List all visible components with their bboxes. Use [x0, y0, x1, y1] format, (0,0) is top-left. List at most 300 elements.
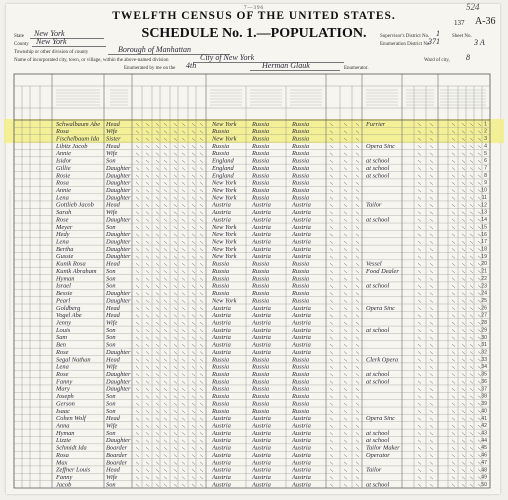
ledger-mark: [470, 175, 473, 178]
ledger-cell: Austria: [292, 474, 311, 482]
ledger-cell: Austria: [252, 437, 271, 445]
ledger-mark: [344, 168, 347, 171]
ledger-cell: Austria: [292, 437, 311, 445]
ledger-mark: [156, 300, 159, 303]
ledger-cell: Joseph: [56, 393, 74, 401]
ledger-mark: [452, 204, 455, 207]
ledger-mark: [174, 175, 177, 178]
ledger-mark: [156, 160, 159, 163]
ledger-mark: [200, 278, 203, 281]
ledger-mark: [470, 204, 473, 207]
ledger-mark: [156, 322, 159, 325]
ledger-cell: Gottlieb Jacob: [56, 201, 94, 209]
ledger-cell: Wife: [106, 474, 118, 482]
ledger-cell: Russia: [292, 371, 310, 378]
ledger-mark: [462, 374, 465, 377]
ledger-mark: [164, 278, 167, 281]
ledger-mark: [192, 425, 195, 428]
ledger-cell: Austria: [252, 201, 271, 209]
ledger-cell: Hyman: [56, 429, 75, 437]
ledger-cell: Austria: [292, 319, 311, 327]
ledger-mark: [136, 248, 139, 251]
ledger-mark: [164, 425, 167, 428]
ledger-mark: [174, 337, 177, 340]
ledger-mark: [430, 248, 433, 251]
ledger-mark: [418, 182, 421, 185]
ledger-cell: Isidor: [56, 157, 72, 165]
ledger-mark: [452, 396, 455, 399]
ledger-cell: Gerson: [56, 400, 75, 408]
ledger-mark: [164, 374, 167, 377]
ledger-mark: [344, 477, 347, 480]
ledger-cell: Russia: [252, 275, 270, 283]
ledger-mark: [470, 197, 473, 200]
ledger-mark: [146, 403, 149, 406]
ledger-cell: Austria: [292, 238, 311, 246]
ledger-mark: [470, 271, 473, 274]
ledger-mark: [356, 447, 359, 450]
ledger-mark: [462, 352, 465, 355]
ledger-mark: [174, 278, 177, 281]
ledger-mark: [146, 197, 149, 200]
ledger-cell: Russia: [212, 407, 230, 415]
ledger-mark: [452, 293, 455, 296]
ledger-mark: [430, 418, 433, 421]
ledger-mark: [156, 447, 159, 450]
ledger-mark: [164, 160, 167, 163]
enumerator-label: Enumerator.: [344, 66, 369, 71]
ledger-mark: [182, 432, 185, 435]
ledger-mark: [200, 293, 203, 296]
ledger-cell: Daughter: [106, 385, 131, 393]
ledger-mark: [470, 300, 473, 303]
ledger-mark: [164, 455, 167, 458]
ledger-mark: [174, 477, 177, 480]
ledger-cell: Daughter: [106, 253, 131, 261]
ledger-mark: [156, 168, 159, 171]
ledger-mark: [174, 212, 177, 215]
ledger-mark: [452, 469, 455, 472]
ledger-mark: [418, 329, 421, 332]
ledger-mark: [146, 469, 149, 472]
ledger-cell: Austria: [292, 312, 311, 320]
ledger-mark: [430, 322, 433, 325]
ledger-mark: [192, 263, 195, 266]
ledger-cell: Mary: [56, 385, 70, 393]
ledger-mark: [470, 278, 473, 281]
ledger-cell: Annie: [56, 150, 71, 158]
ledger-cell: Daughter: [106, 172, 131, 180]
ledger-mark: [164, 462, 167, 465]
ledger-mark: [356, 175, 359, 178]
ledger-mark: [164, 204, 167, 207]
ledger-cell: Russia: [292, 290, 310, 298]
ledger-mark: [136, 462, 139, 465]
ledger-mark: [452, 285, 455, 288]
ledger-cell: Russia: [292, 356, 310, 364]
ledger-mark: [136, 322, 139, 325]
ledger-mark: [430, 374, 433, 377]
ledger-mark: [356, 477, 359, 480]
ledger-mark: [330, 168, 333, 171]
ledger-cell: Austria: [252, 341, 271, 349]
ledger-cell: Zeffner Louis: [56, 466, 91, 474]
ledger-mark: [200, 462, 203, 465]
ledger-mark: [330, 469, 333, 472]
ledger-mark: [156, 226, 159, 229]
ledger-mark: [192, 418, 195, 421]
ledger-mark: [470, 219, 473, 222]
ledger-mark: [356, 462, 359, 465]
ledger-mark: [182, 410, 185, 413]
ledger-mark: [452, 190, 455, 193]
ledger-mark: [462, 410, 465, 413]
ledger-mark: [164, 219, 167, 222]
ledger-mark: [418, 322, 421, 325]
ledger-mark: [182, 477, 185, 480]
enumerated-value: 4th: [186, 61, 197, 70]
ledger-cell: England: [212, 157, 234, 165]
ledger-cell: Clerk Opera: [366, 356, 399, 364]
ledger-mark: [470, 256, 473, 259]
row-number: 43: [481, 430, 487, 437]
ledger-mark: [146, 160, 149, 163]
ledger-cell: Austria: [252, 312, 271, 320]
ledger-mark: [146, 410, 149, 413]
ledger-mark: [330, 410, 333, 413]
ledger-mark: [182, 374, 185, 377]
ledger-mark: [452, 241, 455, 244]
ledger-mark: [156, 374, 159, 377]
ledger-mark: [452, 352, 455, 355]
ledger-mark: [462, 241, 465, 244]
ledger-mark: [430, 160, 433, 163]
ledger-mark: [470, 396, 473, 399]
ledger-mark: [146, 484, 149, 487]
ledger-mark: [192, 322, 195, 325]
ward-value: 8: [466, 53, 470, 62]
ledger-mark: [200, 241, 203, 244]
ledger-mark: [192, 329, 195, 332]
ledger-mark: [430, 337, 433, 340]
ledger-cell: Austria: [212, 459, 231, 467]
ledger-mark: [330, 256, 333, 259]
ledger-cell: Daughter: [106, 179, 131, 187]
ledger-mark: [462, 425, 465, 428]
ledger-mark: [136, 160, 139, 163]
ledger-cell: Austria: [252, 429, 271, 437]
ledger-mark: [182, 212, 185, 215]
ledger-mark: [156, 344, 159, 347]
ledger-cell: Austria: [292, 348, 311, 356]
ledger-cell: Son: [106, 223, 116, 231]
ledger-cell: Boarder: [106, 444, 128, 452]
ledger-mark: [330, 293, 333, 296]
ledger-cell: Russia: [292, 187, 310, 194]
ledger-mark: [418, 381, 421, 384]
ledger-mark: [344, 329, 347, 332]
ledger-mark: [470, 440, 473, 443]
ledger-mark: [174, 145, 177, 148]
ledger-mark: [136, 168, 139, 171]
ledger-mark: [200, 256, 203, 259]
ledger-cell: Daughter: [106, 238, 131, 246]
ledger-mark: [470, 241, 473, 244]
ledger-mark: [330, 226, 333, 229]
ledger-mark: [356, 182, 359, 185]
ledger-mark: [330, 182, 333, 185]
row-number: 40: [481, 408, 487, 415]
ledger-cell: Daughter: [106, 245, 131, 253]
ledger-mark: [164, 396, 167, 399]
ledger-mark: [462, 403, 465, 406]
ledger-mark: [136, 190, 139, 193]
ledger-cell: Head: [106, 142, 120, 150]
ledger-mark: [192, 153, 195, 156]
ledger-cell: Russia: [292, 150, 310, 158]
ledger-mark: [430, 410, 433, 413]
ledger-mark: [192, 396, 195, 399]
ledger-mark: [344, 388, 347, 391]
ledger-mark: [344, 300, 347, 303]
ledger-mark: [452, 168, 455, 171]
ledger-cell: Food Dealer: [366, 267, 399, 275]
ledger-mark: [418, 418, 421, 421]
ledger-mark: [344, 315, 347, 318]
ledger-cell: England: [212, 172, 234, 180]
row-number: 13: [481, 209, 487, 216]
ledger-mark: [192, 410, 195, 413]
ledger-cell: Daughter: [106, 437, 131, 445]
ledger-mark: [146, 168, 149, 171]
row-number: 8: [484, 172, 487, 179]
ledger-mark: [200, 300, 203, 303]
ledger-mark: [418, 315, 421, 318]
ledger-mark: [200, 403, 203, 406]
ledger-mark: [430, 285, 433, 288]
ledger-cell: Russia: [292, 142, 310, 150]
ledger-mark: [164, 359, 167, 362]
ledger-mark: [174, 374, 177, 377]
ledger-mark: [470, 388, 473, 391]
ledger-mark: [174, 359, 177, 362]
row-number: 24: [481, 290, 487, 297]
ledger-mark: [418, 447, 421, 450]
ledger-cell: Russia: [252, 371, 270, 378]
ledger-mark: [182, 197, 185, 200]
ledger-mark: [462, 219, 465, 222]
ledger-cell: New York: [212, 231, 237, 239]
ledger-mark: [344, 278, 347, 281]
ledger-mark: [146, 175, 149, 178]
ledger-mark: [452, 418, 455, 421]
ledger-mark: [356, 256, 359, 259]
ledger-cell: Austria: [252, 444, 271, 452]
ledger-cell: Austria: [292, 466, 311, 474]
ledger-mark: [356, 160, 359, 163]
ledger-mark: [174, 388, 177, 391]
ledger-mark: [344, 204, 347, 207]
ledger-mark: [430, 477, 433, 480]
ledger-mark: [164, 175, 167, 178]
ledger-mark: [330, 271, 333, 274]
ledger-mark: [192, 219, 195, 222]
row-number: 46: [481, 452, 487, 459]
ledger-mark: [356, 315, 359, 318]
row-number: 31: [481, 342, 487, 349]
ledger-mark: [344, 396, 347, 399]
row-number: 50: [481, 482, 487, 488]
ledger-cell: Wife: [106, 422, 118, 430]
ledger-cell: Austria: [252, 304, 271, 312]
ledger-mark: [174, 285, 177, 288]
ledger-mark: [418, 477, 421, 480]
ledger-cell: Austria: [212, 334, 231, 342]
ledger-mark: [462, 285, 465, 288]
ledger-cell: Furrier: [366, 120, 386, 128]
county-label: County: [14, 42, 29, 47]
row-number: 2: [484, 128, 487, 135]
ledger-mark: [182, 241, 185, 244]
ledger-mark: [356, 469, 359, 472]
ledger-mark: [146, 241, 149, 244]
ledger-cell: Russia: [292, 120, 310, 128]
ledger-mark: [182, 337, 185, 340]
ledger-mark: [156, 337, 159, 340]
ledger-mark: [430, 359, 433, 362]
ledger-mark: [344, 285, 347, 288]
ledger-mark: [418, 425, 421, 428]
ledger-mark: [174, 168, 177, 171]
ledger-mark: [200, 248, 203, 251]
ledger-mark: [344, 212, 347, 215]
ledger-cell: Schwalbaum Abe: [56, 120, 101, 128]
ledger-cell: Pearl: [56, 297, 71, 305]
ledger-mark: [478, 153, 481, 156]
ledger-mark: [330, 381, 333, 384]
ledger-cell: Russia: [212, 150, 230, 158]
ledger-mark: [462, 432, 465, 435]
ledger-mark: [192, 455, 195, 458]
ledger-mark: [356, 366, 359, 369]
ledger-cell: Russia: [252, 164, 270, 172]
ledger-mark: [418, 226, 421, 229]
ledger-mark: [200, 447, 203, 450]
ledger-mark: [430, 212, 433, 215]
ledger-mark: [462, 396, 465, 399]
ledger-cell: Russia: [212, 371, 230, 378]
ledger-mark: [356, 352, 359, 355]
ledger-mark: [146, 329, 149, 332]
ledger-mark: [192, 197, 195, 200]
row-number: 34: [481, 364, 487, 371]
row-number: 48: [481, 467, 487, 474]
form-number: 7—396: [244, 6, 264, 11]
ledger-mark: [462, 455, 465, 458]
ledger-mark: [156, 329, 159, 332]
ledger-mark: [452, 455, 455, 458]
ledger-mark: [200, 315, 203, 318]
ledger-cell: Wife: [106, 209, 118, 217]
ledger-mark: [470, 160, 473, 163]
ledger-cell: Daughter: [106, 194, 131, 202]
ledger-mark: [344, 484, 347, 487]
ledger-mark: [470, 425, 473, 428]
state-value: New York: [34, 29, 65, 38]
ledger-mark: [156, 145, 159, 148]
ledger-mark: [156, 396, 159, 399]
ledger-mark: [146, 359, 149, 362]
ledger-cell: Head: [106, 415, 120, 423]
ledger-mark: [470, 403, 473, 406]
ledger-mark: [430, 219, 433, 222]
township-value: Borough of Manhattan: [118, 45, 192, 54]
ledger-mark: [462, 182, 465, 185]
ledger-mark: [174, 403, 177, 406]
handwritten-page-number: 524: [466, 2, 480, 12]
ledger-mark: [146, 374, 149, 377]
ledger-cell: Son: [106, 481, 116, 489]
ledger-cell: Gussie: [56, 253, 74, 261]
ledger-cell: Russia: [212, 275, 230, 283]
ledger-mark: [430, 462, 433, 465]
ledger-mark: [430, 190, 433, 193]
ledger-mark: [356, 307, 359, 310]
ledger-cell: Lena: [56, 238, 69, 246]
ledger-cell: Austria: [252, 466, 271, 474]
ledger-mark: [356, 418, 359, 421]
ledger-cell: New York: [212, 179, 237, 187]
ledger-mark: [182, 263, 185, 266]
ledger-mark: [344, 271, 347, 274]
ledger-cell: Russia: [252, 407, 270, 415]
ledger-mark: [418, 241, 421, 244]
ledger-cell: Russia: [292, 135, 310, 143]
ledger-mark: [164, 285, 167, 288]
ledger-cell: Lena: [56, 194, 69, 202]
row-number: 49: [481, 474, 487, 481]
ledger-mark: [136, 329, 139, 332]
ledger-mark: [146, 300, 149, 303]
ledger-mark: [330, 359, 333, 362]
ledger-mark: [200, 359, 203, 362]
ledger-mark: [164, 447, 167, 450]
ledger-cell: Austria: [212, 201, 231, 209]
ledger-mark: [430, 425, 433, 428]
ledger-mark: [156, 366, 159, 369]
ledger-mark: [418, 388, 421, 391]
ledger-mark: [356, 212, 359, 215]
ledger-mark: [136, 455, 139, 458]
ledger-mark: [182, 300, 185, 303]
ledger-mark: [418, 145, 421, 148]
ledger-mark: [418, 197, 421, 200]
ledger-mark: [452, 226, 455, 229]
ledger-mark: [470, 477, 473, 480]
ledger-mark: [330, 477, 333, 480]
ledger-cell: Opera Sinc: [366, 142, 395, 150]
ledger-mark: [344, 455, 347, 458]
ledger-cell: Head: [106, 304, 120, 312]
ledger-mark: [330, 337, 333, 340]
ledger-mark: [182, 469, 185, 472]
ledger-mark: [418, 344, 421, 347]
ledger-mark: [192, 234, 195, 237]
ledger-cell: at school: [366, 172, 390, 180]
ledger-cell: Annie: [56, 187, 71, 194]
row-number: 17: [481, 239, 487, 246]
ledger-mark: [200, 204, 203, 207]
